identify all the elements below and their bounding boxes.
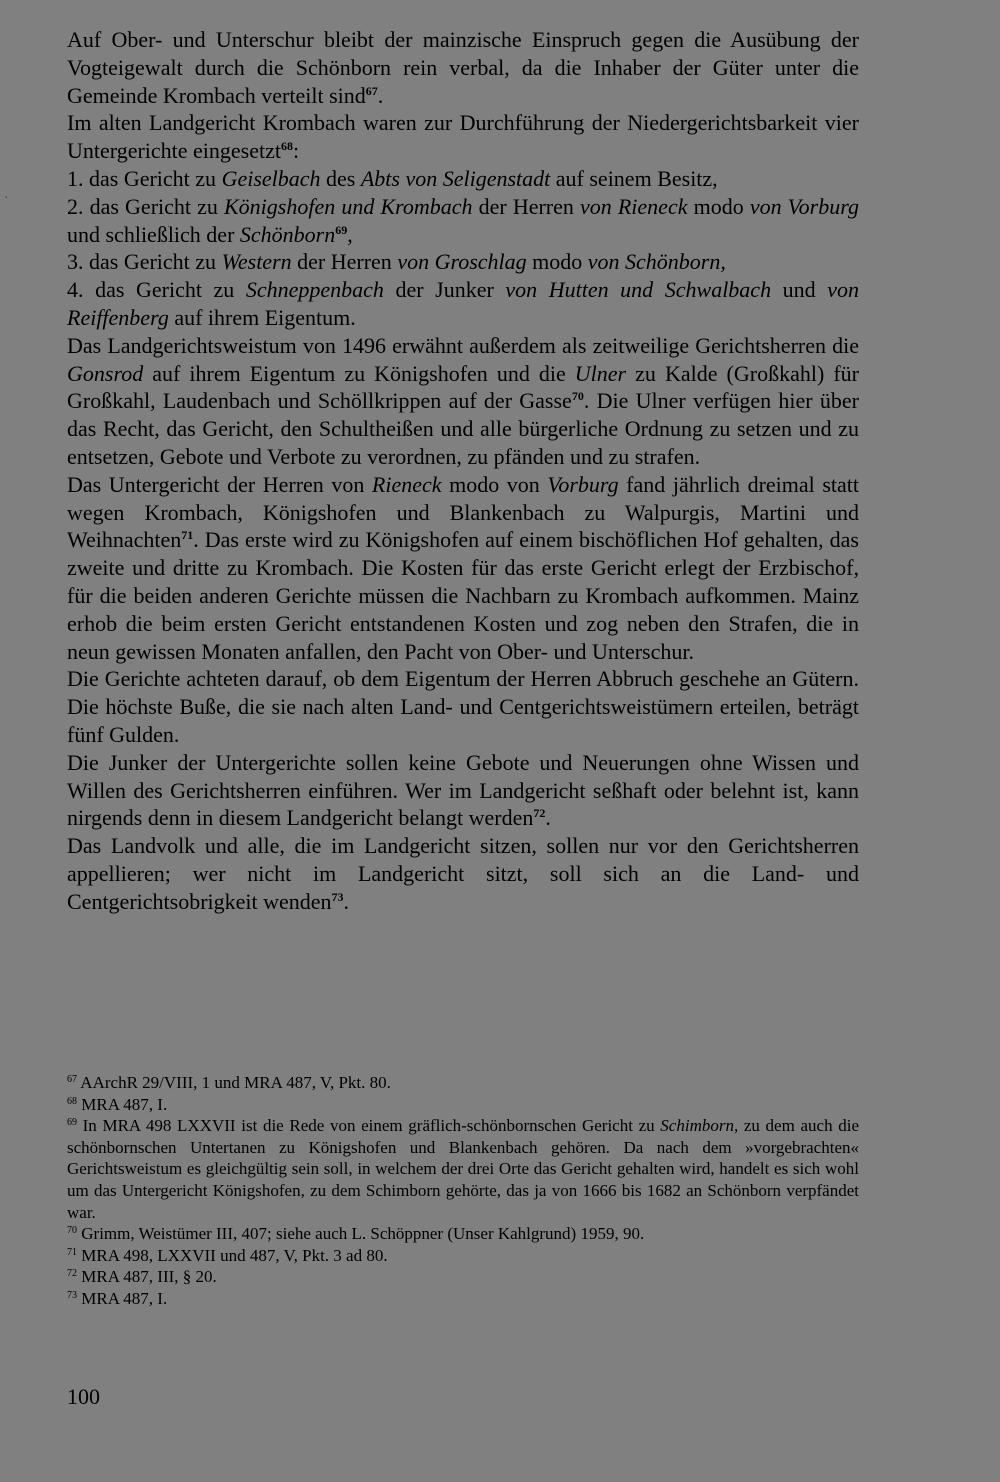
footnote: $^{70}$ Grimm, Weistümer III, 407; siehe auch L. Schöppner (Unser Kahlgrund) 1959, 90. <box>67 1224 645 1244</box>
footnote-ref[interactable]: 72 <box>533 806 546 821</box>
paragraph: Das Landgerichtsweistum von 1496 erwähnt außerdem als zeitweilige Gerichtsherren die Gonsrod auf ihrem Eigentum zu Königshofen und die Ulner zu Kalde (Großkahl) für Großkahl, Laudenbach und Schöllkrippen auf der Gasse$^{70}$. Die Ulner verfügen hier über das Recht, das Gericht, den Schultheißen und alle bürgerliche Ordnung zu setzen und zu entsetzen, Gebote und Verbote zu verordnen, zu pfänden und zu strafen. <box>67 332 859 469</box>
footnote: $^{72}$ MRA 487, III, § 20. <box>67 1267 217 1287</box>
paragraph: Im alten Landgericht Krombach waren zur Durchführung der Niedergerichtsbarkeit vier Untergerichte eingesetzt$^{68}$: <box>67 110 859 164</box>
footnote: $^{73}$ MRA 487, I. <box>67 1288 168 1308</box>
main-text <box>67 26 859 916</box>
footnote-ref[interactable]: 67 <box>365 83 378 98</box>
paragraph: Das Untergericht der Herren von Rieneck modo von Vorburg fand jährlich dreimal statt wegen Krombach, Königshofen und Blankenbach zu Walpurgis, Martini und Weihnachten$^{71}$. Das erste wird zu Königshofen auf einem bischöflichen Hof gehalten, das zweite und dritte zu Krombach. Die Kosten für das erste Gericht erlegt der Erzbischof, für die beiden anderen Gerichte müssen die Nachbarn zu Krombach aufkommen. Mainz erhob die beim ersten Gericht entstandenen Kosten und zog neben den Strafen, die in neun gewissen Monaten anfallen, den Pacht von Ober- und Unterschur. <box>67 471 859 664</box>
page-number: 100 <box>67 1384 100 1409</box>
footnote-ref[interactable]: 71 <box>181 528 194 543</box>
margin-mark: ‵ <box>5 196 8 207</box>
paragraph: Die Gerichte achteten darauf, ob dem Eigentum der Herren Abbruch geschehe an Gütern. Die höchste Buße, die sie nach alten Land- und Centgerichtsweistümern erteilen, beträgt fünf Gulden. <box>67 666 859 747</box>
footnote: $^{69}$ In MRA 498 LXXVII ist die Rede von einem gräflich-schönbornschen Gericht zu Schimborn, zu dem auch die schönbornschen Untertanen zu Königshofen und Blankenbach gehören. Da nach dem »vorgebrachten« Gerichtsweistum es gleichgültig sein soll, in welchem der drei Orte das Gericht gehalten wird, handelt es sich wohl um das Untergericht Königshofen, zu dem Schimborn gehörte, das ja von 1666 bis 1682 an Schönborn verpfändet war. <box>67 1116 859 1222</box>
footnote: $^{67}$ AArchR 29/VIII, 1 und MRA 487, V, Pkt. 80. <box>67 1073 391 1092</box>
footnote-ref[interactable]: 73 <box>331 889 344 904</box>
footnote: $^{71}$ MRA 498, LXXVII und 487, V, Pkt. 3 ad 80. <box>67 1245 388 1265</box>
paragraph: Das Landvolk und alle, die im Landgericht sitzen, sollen nur vor den Gerichtsherren appellieren; wer nicht im Landgericht sitzt, soll sich an die Land- und Centgerichtsobrigkeit wenden$^{73}$. <box>67 833 859 914</box>
footnote-ref[interactable]: 68 <box>281 139 293 154</box>
footnotes <box>67 1072 859 1310</box>
paragraph: Die Junker der Untergerichte sollen keine Gebote und Neuerungen ohne Wissen und Willen des Gerichtsherren einführen. Wer im Landgericht seßhaft oder belehnt ist, kann nirgends denn in diesem Landgericht belangt werden$^{72}$. <box>67 749 859 831</box>
list-item: 1. das Gericht zu Geiselbach des Abts von Seligenstadt auf seinem Besitz, <box>67 165 718 191</box>
footnote: $^{68}$ MRA 487, I. <box>67 1094 168 1114</box>
list-item: 2. das Gericht zu Königshofen und Krombach der Herren von Rieneck modo von Vorburg und schließlich der Schönborn$^{69}$, <box>67 193 859 247</box>
paragraph: Auf Ober- und Unterschur bleibt der mainzische Einspruch gegen die Ausübung der Vogteigewalt durch die Schönborn rein verbal, da die Inhaber der Güter unter die Gemeinde Krombach verteilt sind$^{67}$. <box>67 27 859 108</box>
footnote-ref[interactable]: 69 <box>335 222 348 237</box>
list-item: 4. das Gericht zu Schneppenbach der Junker von Hutten und Schwalbach und von Reiffenberg auf ihrem Eigentum. <box>67 277 859 330</box>
footnote-ref[interactable]: 70 <box>571 389 584 404</box>
list-item: 3. das Gericht zu Western der Herren von Groschlag modo von Schönborn, <box>67 249 726 275</box>
